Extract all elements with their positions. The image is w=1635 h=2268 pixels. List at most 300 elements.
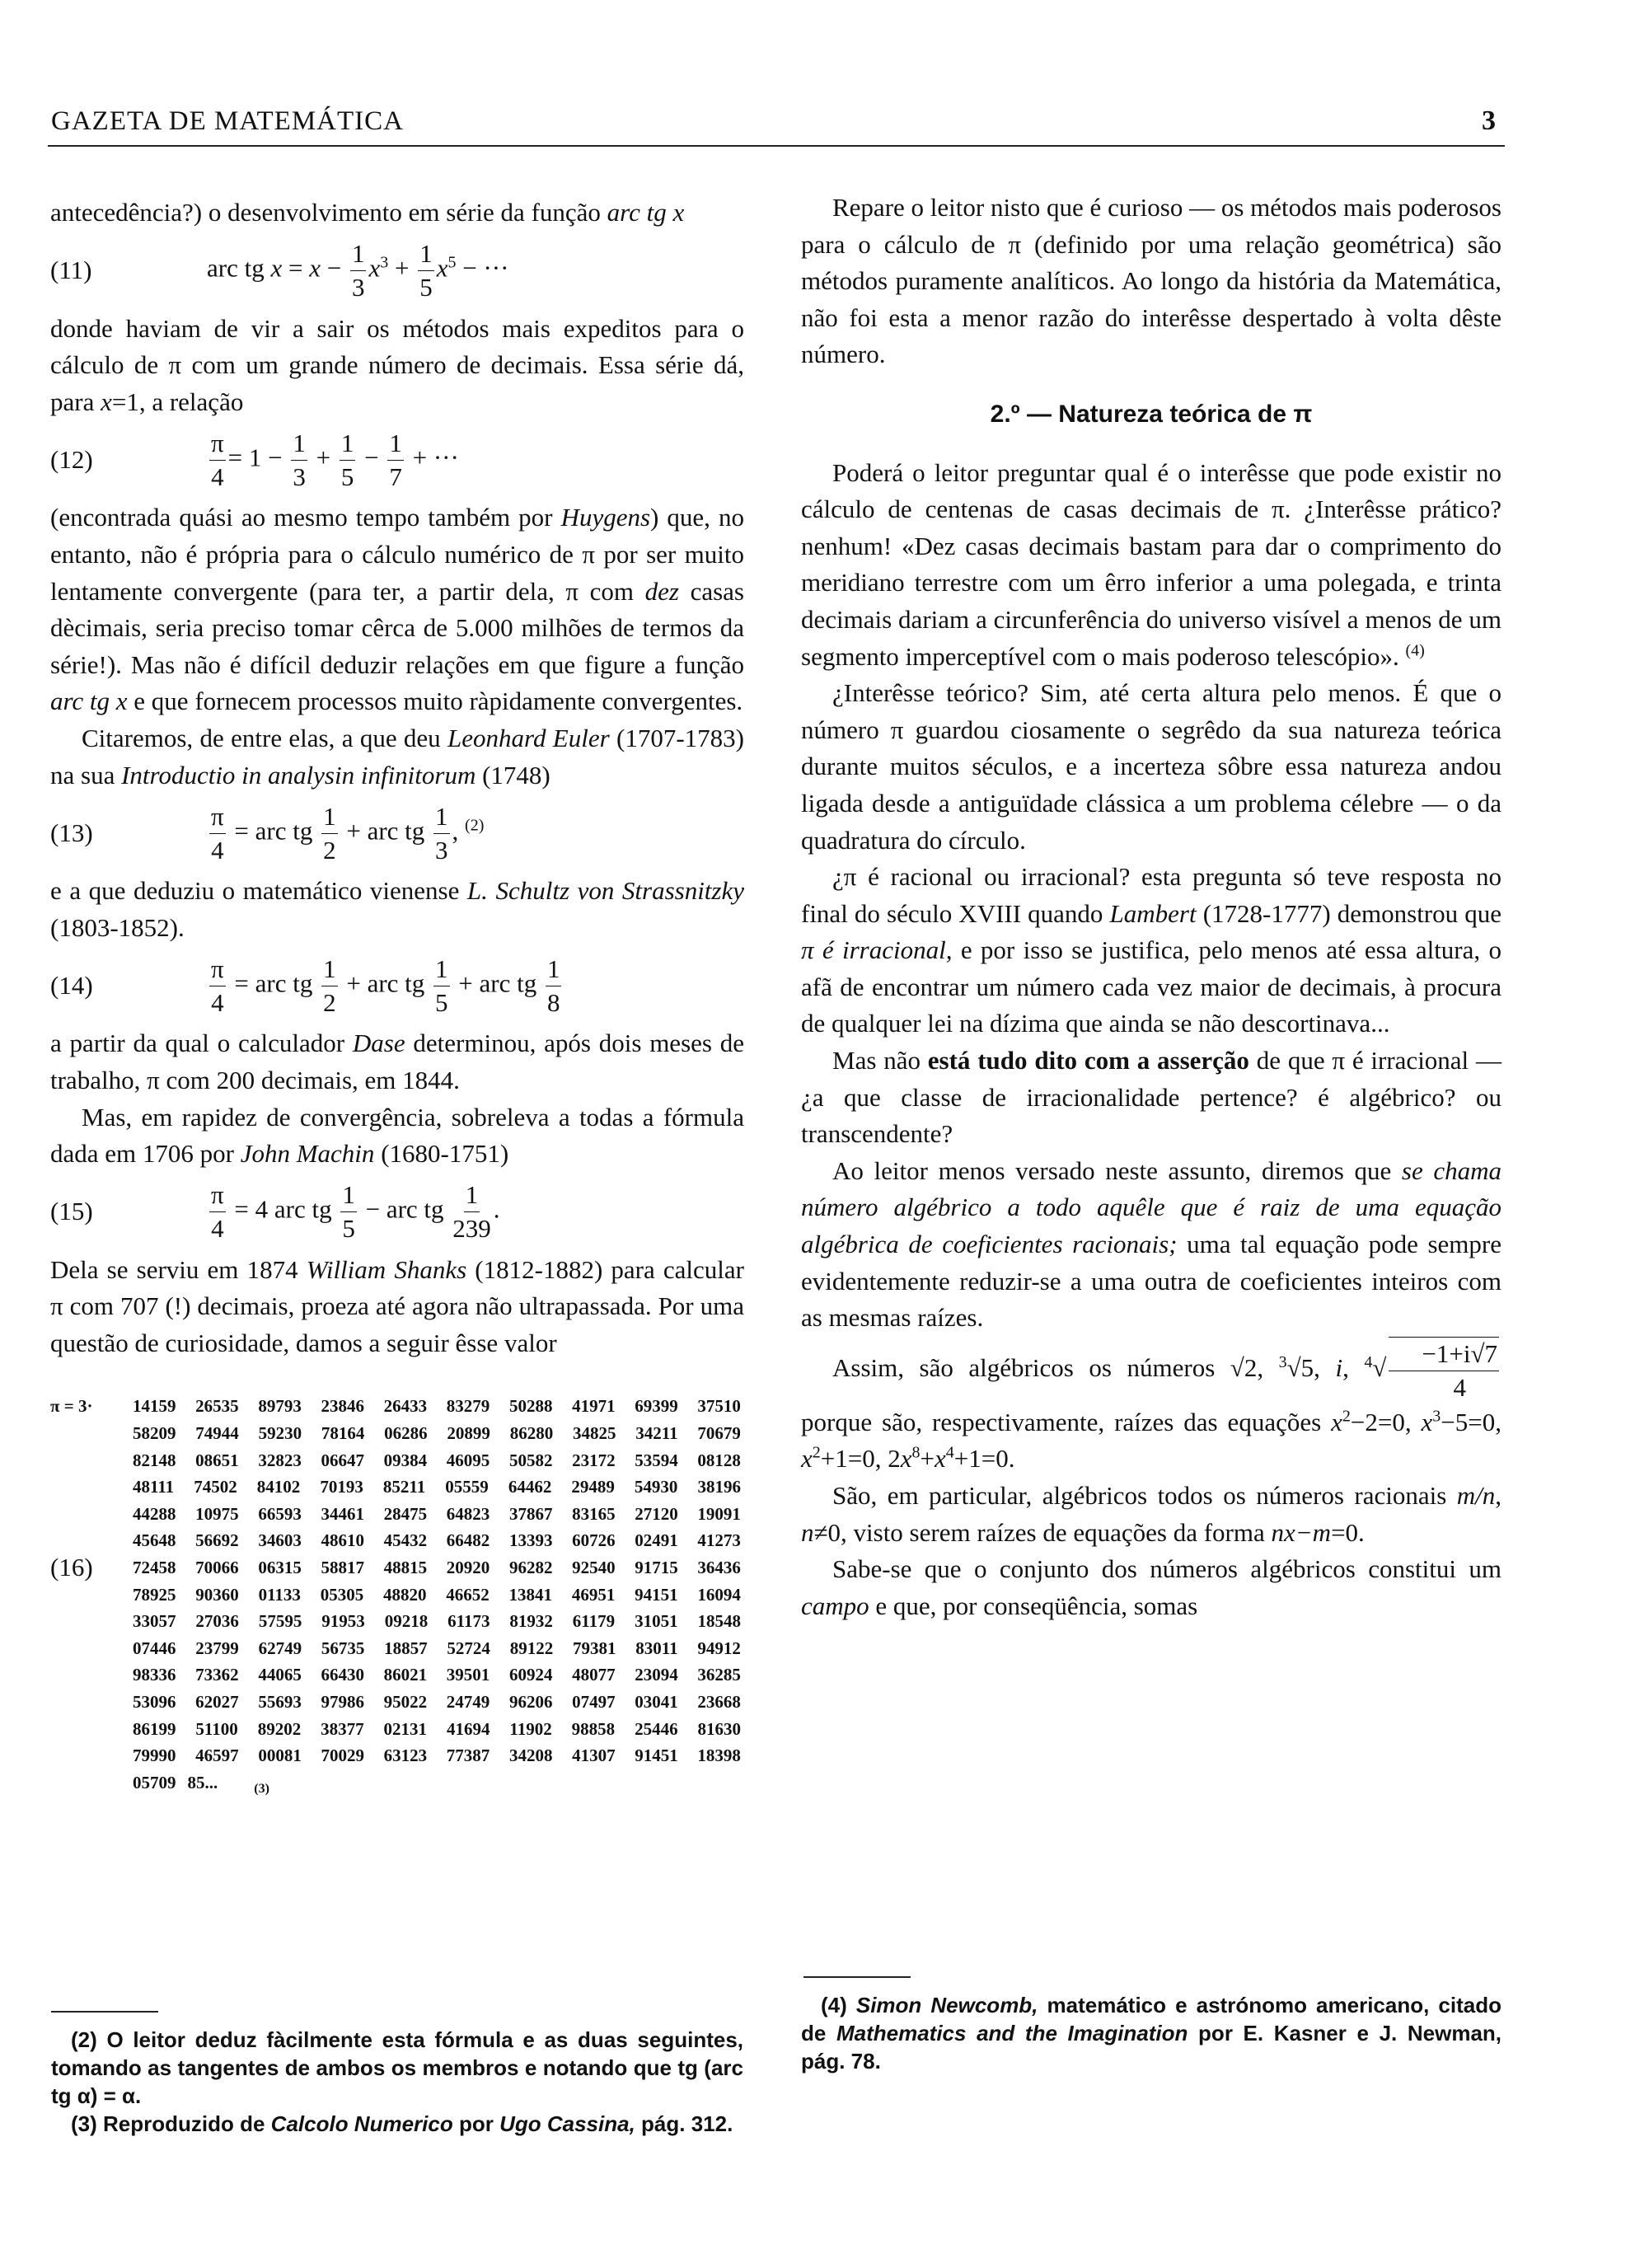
text-run: −5=0, <box>1441 1407 1501 1436</box>
digit-group: 96206 <box>508 1692 553 1712</box>
digit-group: 18857 <box>384 1638 428 1658</box>
text-run: determinou, após dois meses de trabalho, π com 200 decimais, em 1844. <box>50 1029 745 1094</box>
superscript: 8 <box>911 1444 921 1463</box>
fraction <box>350 237 367 304</box>
digit-group: 98858 <box>571 1718 616 1739</box>
denominator: 2 <box>323 987 336 1017</box>
paragraph <box>50 1252 744 1362</box>
digit-group: 46652 <box>446 1584 490 1605</box>
italic-text: x <box>801 1444 813 1474</box>
digit-group: 56692 <box>195 1530 239 1551</box>
footnote-rule <box>51 2011 158 2013</box>
superscript: (4) <box>1405 641 1425 660</box>
fraction <box>418 237 434 304</box>
text-run: − <box>320 253 348 283</box>
text-run: +1=0, 2 <box>820 1444 901 1474</box>
digit-group: 39501 <box>446 1665 490 1685</box>
superscript: 4 <box>945 1444 954 1463</box>
digit-group: 79990 <box>133 1746 176 1766</box>
pi-digit-row <box>133 1742 741 1769</box>
digit-group: 19091 <box>697 1503 741 1524</box>
text-run: por E. Kasner e J. Newman, pág. 78. <box>801 2021 1502 2074</box>
numerator: 1 <box>546 953 562 986</box>
italic-text: Mathematics and the Imagination <box>836 2021 1188 2045</box>
digit-group: 23094 <box>635 1665 678 1685</box>
digit-group: 48815 <box>383 1558 428 1578</box>
left-footnotes <box>51 2026 743 2138</box>
digit-group: 73362 <box>195 1665 239 1685</box>
denominator: 7 <box>389 462 402 491</box>
text-run: + ··· <box>405 443 459 472</box>
digit-group: 70679 <box>697 1423 741 1444</box>
text-run: donde haviam de vir a sair os métodos mais expeditos para o cálculo de π com um grande número de decimais. Essa série dá, para <box>50 313 744 416</box>
digit-group: 07446 <box>133 1638 176 1658</box>
digit-group: 23172 <box>572 1450 616 1470</box>
text-run: Ao leitor menos versado neste assunto, diremos que <box>832 1155 1402 1185</box>
digit-group: 05305 <box>320 1584 364 1605</box>
digit-group: 25446 <box>635 1718 678 1739</box>
pi-digit-row <box>133 1582 741 1609</box>
text-run: (2) O leitor deduz fàcilmente esta fórmula e as duas seguintes, tomando as tangentes de ambos os membros e notando que tg (arc tg α) = α. <box>51 2027 743 2108</box>
pi-digit-row <box>133 1420 741 1447</box>
digit-group: 53096 <box>133 1692 176 1712</box>
text-run: Assim, são algébricos os números √2, <box>832 1352 1279 1382</box>
page-number: 3 <box>1482 105 1497 136</box>
italic-text: dez <box>644 576 679 606</box>
digit-group: 98336 <box>133 1665 176 1685</box>
text-run: , <box>1342 1352 1365 1382</box>
numerator: 1 <box>418 237 434 271</box>
digit-group: 60726 <box>572 1530 616 1551</box>
fraction <box>1389 1337 1499 1404</box>
digit-group: 06286 <box>384 1423 428 1444</box>
text-run: + <box>920 1444 935 1474</box>
paragraph <box>801 455 1501 676</box>
text-run: uma tal equação pode sempre evidentemente reduzir-se a uma outra de coeficientes inteiros com as mesmas raízes. <box>801 1230 1501 1333</box>
digit-group: 61173 <box>447 1611 490 1632</box>
digit-group: 57595 <box>258 1611 302 1632</box>
numerator: 1 <box>321 953 338 986</box>
text-run: (1707-1783) na sua <box>50 723 744 790</box>
text-run: de que π é irracional — ¿a que classe de irracionalidade pertence? é algébrico? ou transcendente? <box>801 1046 1501 1149</box>
digit-group: 51100 <box>195 1718 238 1739</box>
digit-group: 91953 <box>321 1611 365 1632</box>
text-run: + <box>309 443 337 472</box>
text-run: (1803-1852). <box>50 912 185 942</box>
italic-text: x <box>900 1444 912 1474</box>
denominator: 4 <box>211 835 224 865</box>
fraction <box>209 800 226 867</box>
paragraph <box>801 1153 1501 1337</box>
italic-text: Huygens <box>560 503 651 532</box>
digit-group: 81630 <box>697 1718 741 1739</box>
paragraph <box>801 1337 1501 1478</box>
italic-text: Lambert <box>1109 898 1197 928</box>
paragraph <box>50 720 744 794</box>
paragraph <box>801 859 1501 1043</box>
digit-group: 34211 <box>635 1423 678 1444</box>
digit-group: 66430 <box>321 1665 364 1685</box>
digit-group: 10975 <box>195 1503 239 1524</box>
digit-group: 83279 <box>446 1396 490 1417</box>
equation-label: (13) <box>50 818 93 847</box>
text-run: Citaremos, de entre elas, a que deu <box>82 723 448 752</box>
digit-group: 91451 <box>635 1746 678 1766</box>
denominator: 5 <box>342 1214 355 1244</box>
digit-group: 89793 <box>258 1396 302 1417</box>
numerator: π <box>209 953 226 986</box>
digit-group: 34461 <box>321 1503 364 1524</box>
digit-group: 86280 <box>509 1423 554 1444</box>
text-run: (encontrada quási ao mesmo tempo também por <box>50 503 561 532</box>
fraction <box>321 953 338 1019</box>
italic-text: nx−m <box>1271 1517 1332 1547</box>
equation-label: (11) <box>50 255 92 285</box>
text-run: Poderá o leitor preguntar qual é o interêsse que pode existir no cálculo de centenas de casas decimais de π. ¿Interêsse prático? nenhum! «Dez casas decimais bastam para dar o comprimento do meridiano terrestre com um êrro inferior a uma polegada, e trinta decimais dariam a circunferência do universo visível a menos de um segmento imperceptível com o mais poderoso telescópio». <box>801 457 1501 671</box>
digit-group: 44288 <box>133 1503 176 1524</box>
digit-group: 66482 <box>446 1530 490 1551</box>
digit-group: 89202 <box>257 1718 302 1739</box>
pi-prefix: π = 3· <box>50 1396 93 1417</box>
equation-body <box>207 427 459 494</box>
digit-group: 37867 <box>508 1503 553 1524</box>
digit-group: 44065 <box>258 1665 302 1685</box>
equation-label: (16) <box>50 1553 93 1582</box>
denominator: 4 <box>211 1214 224 1244</box>
paragraph <box>50 194 744 232</box>
equation-label: (15) <box>50 1197 93 1226</box>
digit-group: 86021 <box>383 1665 428 1685</box>
numerator: −1+i√7 <box>1389 1337 1499 1371</box>
digit-group: 48610 <box>321 1530 364 1551</box>
digit-group: 50288 <box>508 1396 553 1417</box>
italic-text: x <box>436 253 448 283</box>
digit-group: 34208 <box>508 1746 553 1766</box>
superscript: 4 <box>1364 1352 1373 1371</box>
pi-digit-row <box>133 1689 741 1716</box>
digit-group: 38377 <box>321 1718 364 1739</box>
digit-group: 64823 <box>446 1503 490 1524</box>
text-run: √5, <box>1286 1352 1336 1382</box>
digit-group: 78925 <box>133 1584 176 1605</box>
digit-group: 06315 <box>258 1558 302 1578</box>
digit-group: 92540 <box>572 1558 616 1578</box>
digit-group: 53594 <box>635 1450 678 1470</box>
journal-title: GAZETA DE MATEMÁTICA <box>51 106 404 136</box>
text-run: (3) Reproduzido de <box>71 2111 271 2136</box>
digit-group: 97986 <box>321 1692 364 1712</box>
digit-group: 56735 <box>321 1638 365 1658</box>
text-run: 2.º — Natureza teórica de π <box>990 400 1313 428</box>
denominator: 2 <box>323 835 336 865</box>
italic-text: Simon Newcomb, <box>855 1993 1038 2017</box>
digit-group: 09218 <box>384 1611 429 1632</box>
text-run: , <box>452 816 466 846</box>
digit-group: 70193 <box>320 1477 363 1497</box>
italic-text: x <box>368 253 381 283</box>
digit-group: 02491 <box>635 1530 678 1551</box>
paragraph <box>801 1043 1501 1153</box>
pi-digit-row <box>133 1447 741 1474</box>
paragraph <box>801 190 1501 373</box>
text-run: −2=0, <box>1350 1407 1422 1436</box>
text-run: Sabe-se que o conjunto dos números algébricos constitui um <box>832 1554 1501 1584</box>
italic-text: se chama número algébrico a todo aquêle que é raiz de uma equação algébrica de coeficientes racionais; <box>801 1155 1501 1259</box>
text-run: Dela se serviu em 1874 <box>50 1254 307 1284</box>
text-run: − <box>358 443 386 472</box>
pi-digit-row <box>133 1474 741 1501</box>
digit-group: 61179 <box>572 1611 616 1632</box>
digit-group: 00081 <box>258 1746 302 1766</box>
digit-group: 23799 <box>195 1638 239 1658</box>
digit-group: 05559 <box>445 1477 489 1497</box>
digit-group: 13393 <box>508 1530 553 1551</box>
italic-text: x <box>1331 1407 1342 1436</box>
fraction <box>291 427 307 494</box>
pi-digits-table <box>50 1393 744 1796</box>
digit-group: 41694 <box>446 1718 490 1739</box>
digit-group: 14159 <box>133 1396 176 1417</box>
text-run: e que, por conseqüência, somas <box>869 1591 1198 1620</box>
digit-group: 26433 <box>383 1396 428 1417</box>
digit-group: 60924 <box>508 1665 553 1685</box>
digit-group: 28475 <box>383 1503 428 1524</box>
digit-group: 83011 <box>635 1638 678 1658</box>
right-column-text <box>801 190 1501 1624</box>
digit-group: 45432 <box>383 1530 428 1551</box>
digit-group: 34825 <box>572 1423 616 1444</box>
text-run: São, em particular, algébricos todos os números racionais <box>832 1481 1457 1510</box>
footnote <box>51 2110 743 2138</box>
denominator: 239 <box>452 1214 491 1244</box>
text-run: (4) <box>821 1993 856 2017</box>
text-run: , <box>1495 1481 1501 1510</box>
digit-group: 18398 <box>697 1746 741 1766</box>
digit-group: 64462 <box>508 1477 552 1497</box>
fraction <box>209 1179 226 1245</box>
digit-group: 11902 <box>509 1718 552 1739</box>
text-run: Mas não <box>832 1046 928 1075</box>
digit-group: 45648 <box>133 1530 176 1551</box>
pi-digit-row <box>133 1393 741 1420</box>
footnote-rule <box>803 1976 911 1978</box>
digit-group: 50582 <box>508 1450 553 1470</box>
text-run: a partir da qual o calculador <box>50 1029 353 1058</box>
denominator: 5 <box>340 462 354 491</box>
digit-group: 91715 <box>635 1558 678 1578</box>
italic-text: William Shanks <box>306 1254 467 1284</box>
digit-group: 72458 <box>133 1558 176 1578</box>
equation <box>50 422 744 498</box>
superscript: 3 <box>380 253 389 272</box>
digit-group: 74944 <box>195 1423 239 1444</box>
superscript: 3 <box>1432 1407 1441 1426</box>
italic-text: Introductio in analysin infinitorum <box>121 760 476 790</box>
equation-body <box>207 800 484 867</box>
digit-group: 66593 <box>258 1503 302 1524</box>
text-run: = arc tg <box>227 816 320 846</box>
text-run: . <box>493 1194 500 1224</box>
digit-group: 36285 <box>697 1665 741 1685</box>
italic-text: m/n <box>1456 1481 1496 1510</box>
text-run: arc tg <box>207 253 271 283</box>
numerator: 1 <box>340 1179 357 1212</box>
denominator: 8 <box>546 987 560 1017</box>
digit-group: 31051 <box>635 1611 678 1632</box>
digit-group: 81932 <box>509 1611 553 1632</box>
text-run: antecedência?) o desenvolvimento em série da função <box>50 198 607 227</box>
text-run: =1, a relação <box>111 387 244 416</box>
pi-digit-row <box>133 1635 741 1662</box>
italic-text: Leonhard Euler <box>447 723 610 752</box>
paragraph <box>50 311 744 421</box>
digit-group: 34603 <box>258 1530 302 1551</box>
text-run: = <box>282 253 310 283</box>
digit-group: 55693 <box>258 1692 302 1712</box>
digit-group: 74502 <box>194 1477 237 1497</box>
header-rule <box>48 145 1505 147</box>
digit-group: 03041 <box>635 1692 678 1712</box>
text-run: matemático e astrónomo americano, citado de <box>801 1993 1501 2045</box>
pi-digit-rows <box>133 1393 741 1796</box>
text-run: + arc tg <box>340 816 432 846</box>
digit-group: 78164 <box>321 1423 365 1444</box>
pi-digit-row <box>133 1501 741 1528</box>
numerator: 1 <box>340 427 356 461</box>
italic-text: Dase <box>352 1029 405 1058</box>
text-run: (1812-1882) para calcular π com 707 (!) decimais, proeza até agora não ultrapassada. Por uma questão de curiosidade, damos a seguir êsse valor <box>50 1254 744 1357</box>
text-run: ) que, no entanto, não é própria para o cálculo numérico de π por ser muito lentamente convergente (para ter, a partir dela, π com <box>50 503 744 606</box>
digit-group: 59230 <box>258 1423 302 1444</box>
digit-group: 01133 <box>258 1584 301 1605</box>
digit-group: 96282 <box>508 1558 553 1578</box>
numerator: 1 <box>387 427 404 461</box>
paragraph <box>801 1478 1501 1551</box>
right-footnotes <box>801 1991 1501 2075</box>
italic-text: x <box>309 253 321 283</box>
footnote <box>51 2026 743 2110</box>
digit-group: 32823 <box>258 1450 302 1470</box>
text-run: + <box>388 253 416 283</box>
digit-group: 95022 <box>383 1692 428 1712</box>
digit-group: 94912 <box>697 1638 741 1658</box>
digit-group: 23668 <box>697 1692 741 1712</box>
numerator: 1 <box>433 953 450 986</box>
denominator: 3 <box>293 462 306 491</box>
text-run: − arc tg <box>358 1194 451 1224</box>
digit-group: 70029 <box>321 1746 364 1766</box>
digit-group: 20920 <box>446 1558 490 1578</box>
digit-group: 33057 <box>133 1611 176 1632</box>
digit-group: 77387 <box>446 1746 490 1766</box>
running-header <box>51 105 1501 137</box>
italic-text: Ugo Cassina, <box>499 2111 635 2136</box>
text-run: (1748) <box>476 760 550 790</box>
text-run: Mas, em rapidez de convergência, sobreleva a todas a fórmula dada em 1706 por <box>50 1102 744 1169</box>
denominator: 5 <box>419 273 433 302</box>
digit-group: 79381 <box>572 1638 616 1658</box>
digit-group: 26535 <box>195 1396 239 1417</box>
denominator: 4 <box>1453 1372 1466 1402</box>
denominator: 4 <box>211 462 224 491</box>
denominator: 3 <box>435 835 448 865</box>
digit-group: 09384 <box>383 1450 428 1470</box>
equation <box>50 1174 744 1250</box>
italic-text: campo <box>801 1591 869 1620</box>
digit-group: 41971 <box>572 1396 616 1417</box>
paragraph <box>801 1551 1501 1624</box>
paragraph <box>50 1025 744 1099</box>
digit-group: 02131 <box>383 1718 428 1739</box>
pi-digit-row <box>133 1608 741 1635</box>
text-run: = 1 − <box>227 443 289 472</box>
digit-group: 94151 <box>635 1584 678 1605</box>
numerator: 1 <box>464 1179 480 1212</box>
text-run: + arc tg <box>452 968 543 998</box>
fraction <box>321 800 338 867</box>
superscript: 2 <box>812 1444 821 1463</box>
digit-group: 46597 <box>195 1746 239 1766</box>
fraction <box>340 1179 357 1245</box>
italic-text: x <box>934 1444 946 1474</box>
text-run: porque são, respectivamente, raízes das equações <box>801 1407 1332 1436</box>
fraction <box>209 427 226 494</box>
superscript: 3 <box>1278 1352 1287 1371</box>
digit-group: 69399 <box>635 1396 678 1417</box>
pi-digit-row <box>133 1527 741 1554</box>
italic-text: x <box>101 387 112 416</box>
digit-group: 48077 <box>572 1665 616 1685</box>
digit-group: 06647 <box>321 1450 364 1470</box>
digit-group: 62027 <box>195 1692 239 1712</box>
equation-label: (14) <box>50 971 93 1000</box>
digit-group: 24749 <box>446 1692 490 1712</box>
fraction <box>209 953 226 1019</box>
digit-group: 38196 <box>697 1477 741 1497</box>
pi-digit-row <box>133 1554 741 1582</box>
italic-text: π é irracional, <box>801 935 953 965</box>
text-run: =0. <box>1331 1517 1365 1547</box>
fraction <box>387 427 404 494</box>
digit-group: 63123 <box>383 1746 428 1766</box>
equation-body <box>207 953 564 1019</box>
footnote-ref: (3) <box>254 1781 269 1796</box>
denominator: 5 <box>435 987 448 1017</box>
equation <box>50 948 744 1024</box>
digit-group: 41273 <box>697 1530 741 1551</box>
digit-group: 18548 <box>697 1611 741 1632</box>
text-run: (1680-1751) <box>374 1139 509 1169</box>
equation-label: (12) <box>50 445 93 475</box>
fraction <box>452 1179 491 1245</box>
digit-group: 84102 <box>256 1477 301 1497</box>
digit-group: 08651 <box>195 1450 239 1470</box>
digit-group: 62749 <box>258 1638 302 1658</box>
digit-group: 23846 <box>321 1396 364 1417</box>
numerator: 1 <box>433 800 450 834</box>
text-run: − ··· <box>456 253 509 283</box>
italic-text: L. Schultz von Strassnitzky <box>466 876 745 906</box>
pi-digit-row <box>133 1661 741 1689</box>
italic-text: arc tg x <box>50 686 128 716</box>
text-run: + arc tg <box>340 968 432 998</box>
digit-group: 85... <box>187 1772 218 1792</box>
bold-text: está tudo dito com a asserção <box>927 1046 1249 1075</box>
equation-body <box>207 1179 500 1245</box>
section-heading <box>801 396 1501 433</box>
superscript: (2) <box>465 815 485 834</box>
left-column-text <box>50 194 744 1361</box>
